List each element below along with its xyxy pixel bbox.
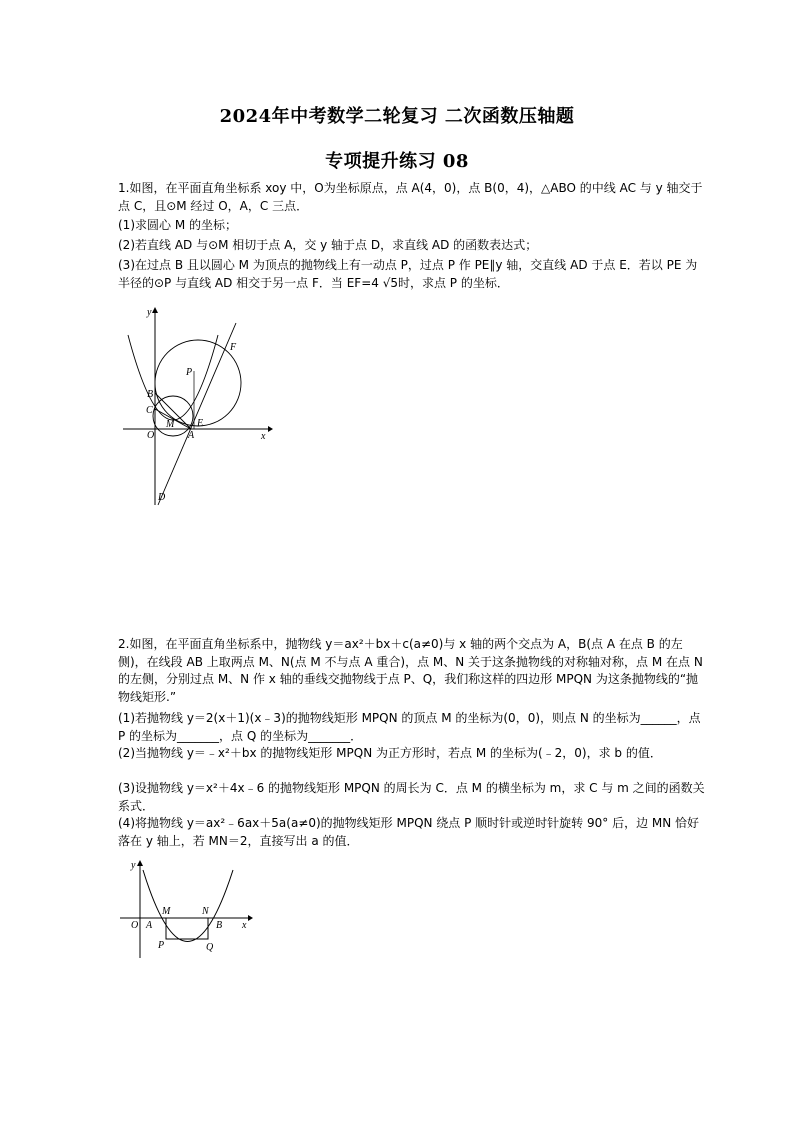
q2-stem: 2.如图，在平面直角坐标系中，抛物线 y＝ax²＋bx＋c(a≠0)与 x 轴的两个交点为 A，B(点 A 在点 B 的左侧)，在线段 AB 上取两点 M、N(点 M 不与点 A 重合)，点 M、N 关于这条抛物线的对称轴对称，点 M 在点 N 的左侧，分别过点 M、N 作 x 轴的垂线交抛物线于点 P、Q，我们称这样的四边形 MPQN 为这条抛物线的“抛物线矩形.” [118, 637, 707, 704]
q1-label-e: E [197, 418, 204, 429]
q1-stem: 1.如图，在平面直角坐标系 xoy 中，O为坐标原点，点 A(4，0)，点 B(0，4)，△ABO 的中线 AC 与 y 轴交于点 C，且⊙M 经过 O，A，C 三点． [118, 181, 703, 213]
q1-label-b: B [147, 389, 154, 400]
q1-label-c: C [146, 405, 153, 416]
q2-part2: (2)当抛物线 y＝﹣x²＋bx 的抛物线矩形 MPQN 为正方形时，若点 M 的坐标为(﹣2，0)，求 b 的值． [118, 746, 662, 760]
q2-label-p: P [158, 940, 165, 951]
q1-label-f: F [230, 342, 237, 353]
document-title: 2024年中考数学二轮复习 二次函数压轴题 [219, 106, 575, 127]
q2-label-b: B [216, 920, 223, 931]
q1-label-p: P [186, 367, 193, 378]
q1-label-m: M [166, 419, 175, 430]
q1-part2: (2)若直线 AD 与⊙M 相切于点 A，交 y 轴于点 D，求直线 AD 的函数表达式； [118, 238, 538, 252]
q2-label-n: N [202, 906, 209, 917]
document-subtitle: 专项提升练习 08 [325, 151, 469, 172]
q2-part1: (1)若抛物线 y＝2(x＋1)(x﹣3)的抛物线矩形 MPQN 的顶点 M 的坐标为(0，0)，则点 N 的坐标为______，点 P 的坐标为_______，点 Q 的坐标为_______． [118, 711, 705, 743]
q2-part4: (4)将抛物线 y＝ax²﹣6ax＋5a(a≠0)的抛物线矩形 MPQN 绕点 P 顺时针或逆时针旋转 90° 后，边 MN 恰好落在 y 轴上，若 MN＝2，直接写出 a 的值． [118, 816, 700, 848]
q2-label-m: M [162, 906, 171, 917]
q1-label-d: D [158, 492, 166, 503]
q2-y-arrow [137, 860, 143, 866]
q1-label-a: A [188, 430, 195, 441]
q1-circle-p [155, 340, 241, 426]
q1-x-arrow [268, 426, 273, 432]
q2-label-q: Q [206, 942, 214, 953]
q2-label-o: O [131, 920, 139, 931]
q1-label-y: y [147, 307, 152, 318]
q1-y-arrow [152, 307, 158, 313]
q1-part1: (1)求圆心 M 的坐标； [118, 218, 237, 232]
q1-label-o: O [147, 430, 155, 441]
q2-label-a: A [146, 920, 153, 931]
q2-x-arrow [248, 915, 253, 921]
q1-part3: (3)在过点 B 且以圆心 M 为顶点的抛物线上有一动点 P，过点 P 作 PE∥y 轴，交直线 AD 于点 E．若以 PE 为半径的⊙P 与直线 AD 相交于另一点 F．当 EF=4 √5时，求点 P 的坐标． [118, 258, 698, 290]
q2-figure [118, 858, 258, 963]
q1-label-x: x [261, 431, 266, 442]
q2-rectangle-mpqn [166, 918, 208, 939]
q1-figure [118, 305, 273, 510]
q2-part3: (3)设抛物线 y＝x²＋4x﹣6 的抛物线矩形 MPQN 的周长为 C．点 M 的横坐标为 m，求 C 与 m 之间的函数关系式． [118, 781, 705, 813]
q2-label-y: y [131, 860, 136, 871]
q2-label-x: x [242, 920, 247, 931]
